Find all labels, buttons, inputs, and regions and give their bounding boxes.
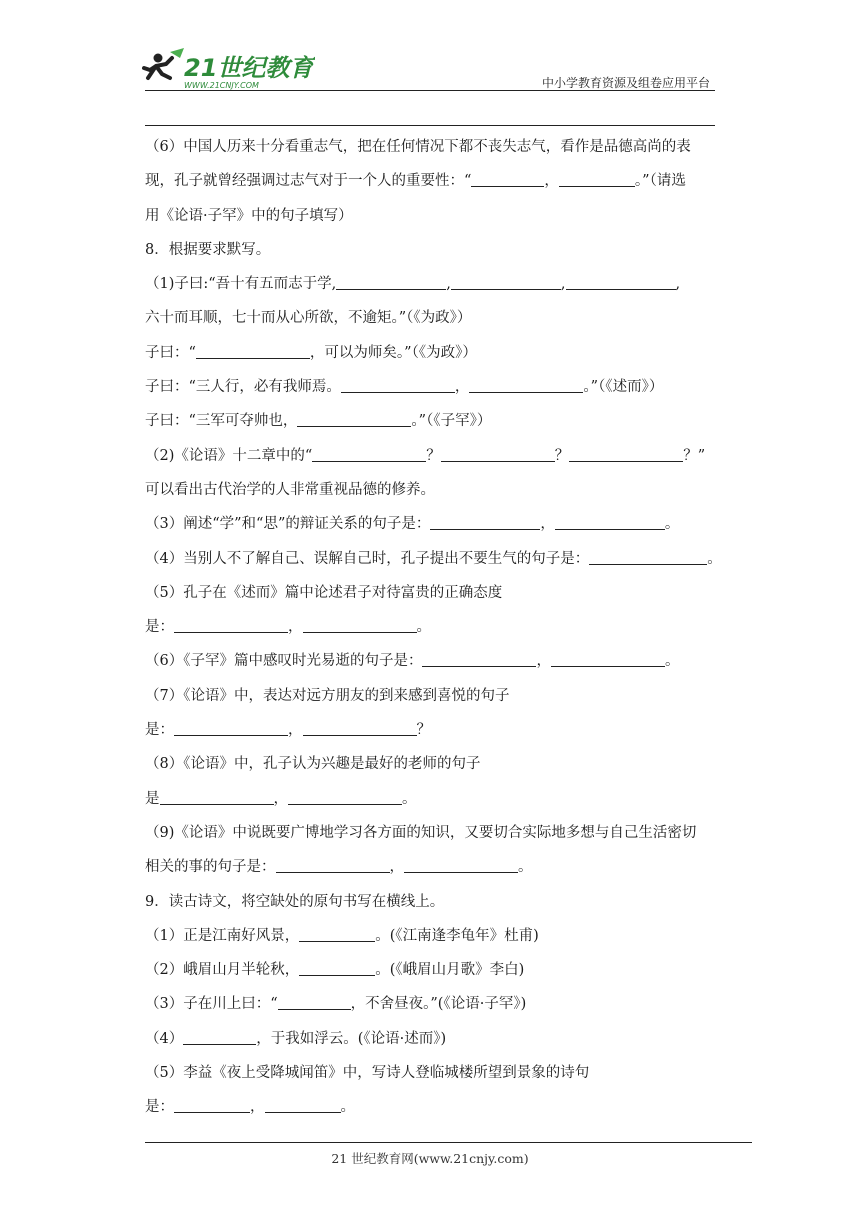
line-text: 。 bbox=[664, 516, 680, 533]
line-text: ， bbox=[288, 619, 303, 636]
line-text: 相关的事的句子是： bbox=[145, 859, 276, 876]
line-text: 。 bbox=[402, 790, 417, 807]
line-text: 。(《江南逢李龟年》杜甫) bbox=[375, 927, 539, 944]
answer-blank[interactable] bbox=[589, 546, 707, 565]
line-text: （4）当别人不了解自己、误解自己时，孔子提出不要生气的句子是： bbox=[145, 550, 590, 567]
line-text: 子曰：“三人行，必有我师焉。 bbox=[145, 379, 341, 396]
line-text: 。”（《子罕》） bbox=[411, 413, 492, 430]
line-text: （2）峨眉山月半轮秋， bbox=[145, 962, 300, 979]
answer-blank[interactable] bbox=[430, 511, 540, 530]
line-text: 。(《峨眉山月歌》李白) bbox=[375, 962, 525, 979]
answer-blank[interactable] bbox=[404, 854, 518, 873]
answer-blank[interactable] bbox=[278, 991, 351, 1010]
answer-blank[interactable] bbox=[160, 786, 274, 805]
line-text: （8）《论语》中，孔子认为兴趣是最好的老师的句子 bbox=[145, 756, 481, 773]
line-text: ， bbox=[288, 722, 303, 739]
text-line bbox=[145, 953, 720, 987]
logo-text: 21世纪教育 bbox=[184, 54, 314, 82]
answer-blank[interactable] bbox=[183, 1026, 256, 1045]
line-text: 。”（请选 bbox=[634, 173, 686, 190]
answer-blank[interactable] bbox=[441, 443, 555, 462]
answer-blank[interactable] bbox=[451, 271, 561, 290]
line-text: （7）《论语》中，表达对远方朋友的到来感到喜悦的句子 bbox=[145, 687, 510, 704]
line-text: 。 bbox=[664, 653, 680, 670]
text-line bbox=[145, 782, 720, 816]
worksheet-body bbox=[145, 130, 720, 1125]
line-text: （5）李益《夜上受降城闻笛》中，写诗人登临城楼所望到景象的诗句 bbox=[145, 1065, 590, 1082]
answer-blank[interactable] bbox=[336, 271, 446, 290]
text-line bbox=[145, 644, 720, 678]
text-line bbox=[145, 233, 720, 267]
runner-head-icon bbox=[154, 54, 163, 63]
answer-blank[interactable] bbox=[551, 648, 665, 667]
text-line bbox=[145, 404, 720, 438]
line-text: , bbox=[560, 276, 566, 293]
text-line bbox=[145, 610, 720, 644]
text-line bbox=[145, 816, 720, 850]
line-text: （4） bbox=[145, 1030, 184, 1047]
answer-blank[interactable] bbox=[174, 1094, 250, 1113]
line-text: 。 bbox=[340, 1099, 355, 1116]
text-line bbox=[145, 267, 720, 301]
answer-blank[interactable] bbox=[174, 614, 288, 633]
logo-graphic bbox=[140, 44, 315, 92]
answer-blank[interactable] bbox=[566, 271, 676, 290]
line-text: ？ bbox=[426, 447, 441, 464]
line-text: 。 bbox=[707, 550, 722, 567]
line-text: ， bbox=[544, 173, 559, 190]
text-line bbox=[145, 199, 720, 233]
text-line bbox=[145, 576, 720, 610]
line-text: （6）中国人历来十分看重志气，把在任何情况下都不丧失志气，看作是品德高尚的表 bbox=[145, 139, 691, 155]
text-line bbox=[145, 130, 720, 164]
line-text: 是： bbox=[145, 1099, 174, 1116]
line-text: ， bbox=[540, 516, 555, 533]
text-line bbox=[145, 919, 720, 953]
line-text: 。 bbox=[416, 619, 431, 636]
text-line bbox=[145, 850, 720, 884]
line-text: ，于我如浮云。(《论语·述而》) bbox=[256, 1030, 447, 1047]
answer-blank[interactable] bbox=[341, 374, 455, 393]
answer-blank[interactable] bbox=[276, 854, 390, 873]
line-text: , bbox=[675, 276, 681, 293]
line-text: （6）《子罕》篇中感叹时光易逝的句子是： bbox=[145, 653, 423, 670]
text-line bbox=[145, 507, 720, 541]
line-text: 是 bbox=[145, 790, 160, 807]
answer-blank[interactable] bbox=[312, 443, 426, 462]
text-line bbox=[145, 439, 720, 473]
text-line bbox=[145, 542, 720, 576]
line-text: （2)《论语》十二章中的“ bbox=[145, 447, 313, 464]
footer-rule bbox=[145, 1142, 752, 1143]
answer-blank[interactable] bbox=[422, 648, 536, 667]
line-text: 可以看出古代治学的人非常重视品德的修养。 bbox=[145, 481, 435, 498]
line-text: ， bbox=[250, 1099, 265, 1116]
text-line bbox=[145, 370, 720, 404]
site-logo[interactable] bbox=[140, 44, 315, 92]
answer-blank[interactable] bbox=[288, 786, 402, 805]
line-text: （1）正是江南好风景， bbox=[145, 927, 300, 944]
footer-text: 21 世纪教育网(www.21cnjy.com) bbox=[331, 1151, 529, 1166]
answer-blank[interactable] bbox=[299, 957, 375, 976]
answer-blank[interactable] bbox=[303, 614, 417, 633]
line-text: 子曰：“ bbox=[145, 344, 196, 361]
header-rule bbox=[145, 90, 715, 91]
line-text: 。”（《述而》） bbox=[583, 379, 664, 396]
platform-name: 中小学教育资源及组卷应用平台 bbox=[541, 76, 710, 90]
answer-blank[interactable] bbox=[469, 374, 583, 393]
line-text: ， bbox=[454, 379, 470, 396]
text-line bbox=[145, 1022, 720, 1056]
line-text: （1)子曰:“吾十有五而志于学, bbox=[145, 276, 337, 293]
answer-blank[interactable] bbox=[303, 717, 417, 736]
line-text: （9)《论语》中说既要广博地学习各方面的知识，又要切合实际地多想与自己生活密切 bbox=[145, 824, 697, 841]
line-text: ，不舍昼夜。”(《论语·子罕》) bbox=[350, 996, 527, 1013]
line-text: ， bbox=[273, 790, 288, 807]
line-text: 8．根据要求默写。 bbox=[145, 241, 271, 258]
answer-blank[interactable] bbox=[555, 511, 665, 530]
line-text: ， bbox=[389, 859, 404, 876]
answer-blank[interactable] bbox=[299, 923, 375, 942]
line-text: 子曰：“三军可夺帅也， bbox=[145, 413, 298, 430]
text-line bbox=[145, 473, 720, 507]
line-text: （3）阐述“学”和“思”的辩证关系的句子是： bbox=[145, 516, 431, 533]
line-text: ？ bbox=[554, 447, 570, 464]
text-line bbox=[145, 301, 720, 335]
content-top-rule bbox=[145, 125, 715, 126]
text-line bbox=[145, 885, 720, 919]
answer-blank[interactable] bbox=[471, 168, 544, 187]
line-text: 是： bbox=[145, 722, 174, 739]
line-text: （3）子在川上曰：“ bbox=[145, 996, 278, 1013]
answer-blank[interactable] bbox=[297, 408, 411, 427]
text-line bbox=[145, 336, 720, 370]
line-text: 现，孔子就曾经强调过志气对于一个人的重要性：“ bbox=[145, 173, 472, 190]
text-line bbox=[145, 1056, 720, 1090]
answer-blank[interactable] bbox=[174, 717, 288, 736]
text-line bbox=[145, 164, 720, 198]
line-text: ，可以为师矣。”（《为政》） bbox=[309, 344, 477, 361]
line-text: ， bbox=[536, 653, 551, 670]
answer-blank[interactable] bbox=[196, 340, 310, 359]
line-text: 用《论语·子罕》中的句子填写） bbox=[145, 207, 353, 224]
text-line bbox=[145, 1090, 720, 1124]
line-text: , bbox=[446, 276, 451, 293]
text-line bbox=[145, 747, 720, 781]
text-line bbox=[145, 679, 720, 713]
answer-blank[interactable] bbox=[559, 168, 635, 187]
line-text: 。 bbox=[518, 859, 533, 876]
answer-blank[interactable] bbox=[265, 1094, 341, 1113]
answer-blank[interactable] bbox=[569, 443, 683, 462]
line-text: ？ bbox=[416, 722, 431, 739]
line-text: ？” bbox=[683, 447, 706, 464]
line-text: （5）孔子在《述而》篇中论述君子对待富贵的正确态度 bbox=[145, 584, 503, 601]
logo-url: WWW.21CNJY.COM bbox=[184, 81, 259, 90]
line-text: 是： bbox=[145, 619, 174, 636]
line-text: 9．读古诗文，将空缺处的原句书写在横线上。 bbox=[145, 893, 445, 910]
text-line bbox=[145, 987, 720, 1021]
text-line bbox=[145, 713, 720, 747]
line-text: 六十而耳顺，七十而从心所欲，不逾矩。”（《为政》） bbox=[145, 310, 472, 327]
